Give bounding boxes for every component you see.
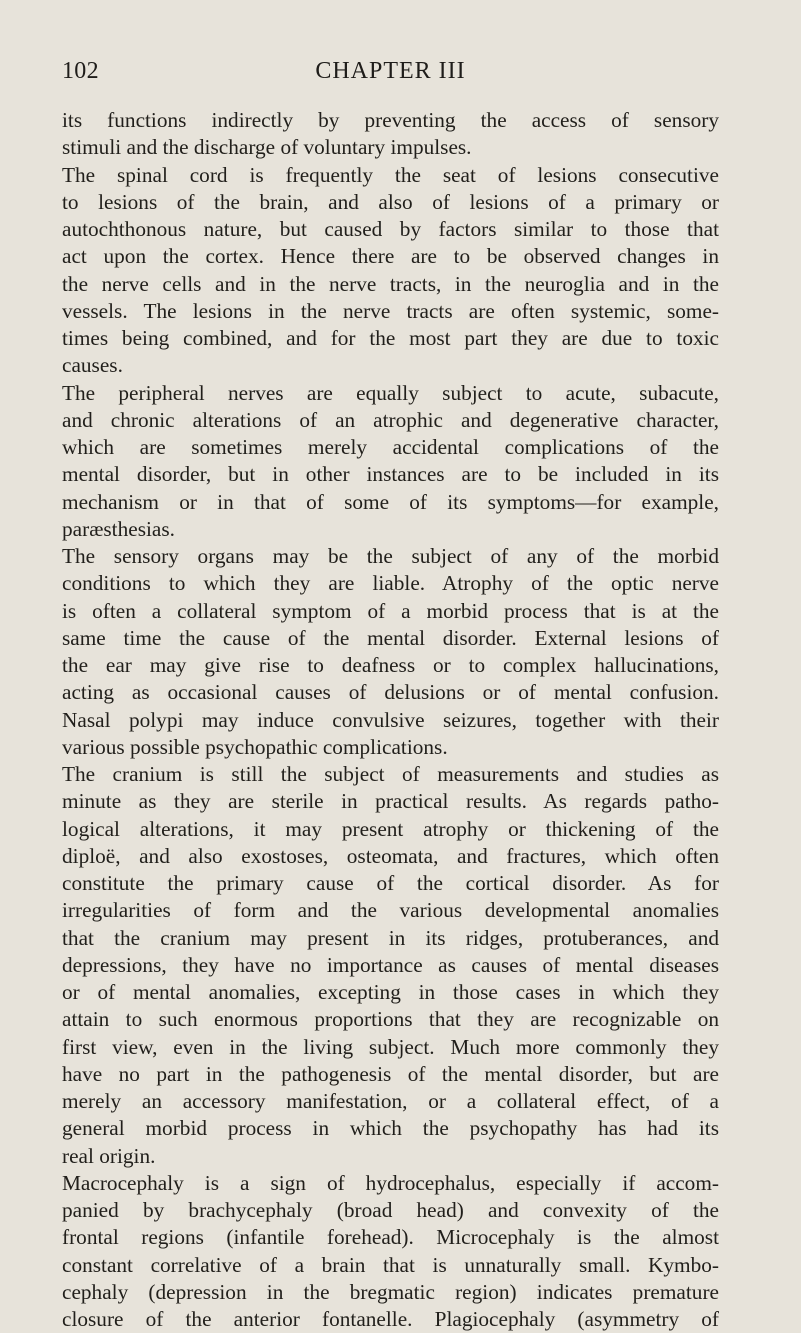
text-line: frontal regions (infantile forehead). Microcephaly is the almost bbox=[62, 1225, 719, 1250]
text-line: that the cranium may present in its ridges, protuberances, and bbox=[62, 925, 719, 950]
text-line: diploë, and also exostoses, osteomata, and fractures, which often bbox=[62, 843, 719, 868]
text-line: The cranium is still the subject of measurements and studies as bbox=[62, 762, 719, 786]
text-line: The spinal cord is frequently the seat of lesions consecutive bbox=[62, 162, 719, 187]
text-line: constant correlative of a brain that is unnaturally small. Kymbo- bbox=[62, 1252, 719, 1277]
text-line: have no part in the pathogenesis of the mental disorder, but are bbox=[62, 1061, 719, 1086]
text-line: which are sometimes merely accidental complications of the bbox=[62, 435, 719, 459]
text-line: stimuli and the discharge of voluntary impulses. bbox=[62, 135, 472, 160]
text-line: vessels. The lesions in the nerve tracts are often systemic, some- bbox=[62, 298, 719, 323]
text-line: The peripheral nerves are equally subject to acute, subacute, bbox=[62, 380, 719, 405]
chapter-title: CHAPTER III bbox=[315, 58, 466, 84]
running-header bbox=[62, 58, 719, 92]
text-line: first view, even in the living subject. Much more commonly they bbox=[62, 1034, 719, 1059]
text-line: or of mental anomalies, excepting in those cases in which they bbox=[62, 980, 719, 1004]
body-text bbox=[62, 107, 719, 1333]
text-line: acting as occasional causes of delusions or of mental confusion. bbox=[62, 680, 719, 705]
text-line: cephaly (depression in the bregmatic region) indicates premature bbox=[62, 1279, 719, 1304]
text-line: conditions to which they are liable. Atrophy of the optic nerve bbox=[62, 571, 719, 596]
text-line: general morbid process in which the psychopathy has had its bbox=[62, 1116, 719, 1141]
text-line: autochthonous nature, but caused by factors similar to those that bbox=[62, 217, 719, 241]
text-line: panied by brachycephaly (broad head) and convexity of the bbox=[62, 1198, 719, 1222]
text-line: The sensory organs may be the subject of any of the morbid bbox=[62, 544, 719, 568]
text-line: real origin. bbox=[62, 1143, 156, 1168]
text-line: same time the cause of the mental disorder. External lesions of bbox=[62, 625, 719, 650]
text-line: mechanism or in that of some of its symptoms—for example, bbox=[62, 489, 719, 514]
text-line: act upon the cortex. Hence there are to be observed changes in bbox=[62, 244, 719, 269]
text-line: is often a collateral symptom of a morbid process that is at the bbox=[62, 598, 719, 623]
text-line: constitute the primary cause of the cortical disorder. As for bbox=[62, 871, 719, 895]
text-line: its functions indirectly by preventing the access of sensory bbox=[62, 108, 719, 132]
text-line: mental disorder, but in other instances are to be included in its bbox=[62, 462, 719, 487]
text-line: causes. bbox=[62, 353, 123, 378]
text-line: merely an accessory manifestation, or a collateral effect, of a bbox=[62, 1089, 719, 1113]
text-line: and chronic alterations of an atrophic and degenerative character, bbox=[62, 407, 719, 432]
text-line: attain to such enormous proportions that they are recognizable on bbox=[62, 1007, 719, 1032]
text-line: Macrocephaly is a sign of hydrocephalus, especially if accom- bbox=[62, 1170, 719, 1195]
text-line: Nasal polypi may induce convulsive seizures, together with their bbox=[62, 707, 719, 732]
text-line: to lesions of the brain, and also of lesions of a primary or bbox=[62, 189, 719, 214]
text-line: logical alterations, it may present atrophy or thickening of the bbox=[62, 816, 719, 841]
text-line: the nerve cells and in the nerve tracts, in the neuroglia and in the bbox=[62, 271, 719, 296]
text-line: the ear may give rise to deafness or to complex hallucinations, bbox=[62, 653, 719, 677]
page-number: 102 bbox=[62, 58, 99, 84]
text-line: various possible psychopathic complications. bbox=[62, 734, 448, 759]
text-line: times being combined, and for the most part they are due to toxic bbox=[62, 326, 719, 350]
text-line: minute as they are sterile in practical results. As regards patho- bbox=[62, 789, 719, 814]
text-line: irregularities of form and the various developmental anomalies bbox=[62, 898, 719, 923]
text-line: closure of the anterior fontanelle. Plagiocephaly (asymmetry of bbox=[62, 1307, 719, 1331]
text-line: paræsthesias. bbox=[62, 516, 175, 541]
text-line: depressions, they have no importance as causes of mental diseases bbox=[62, 952, 719, 977]
